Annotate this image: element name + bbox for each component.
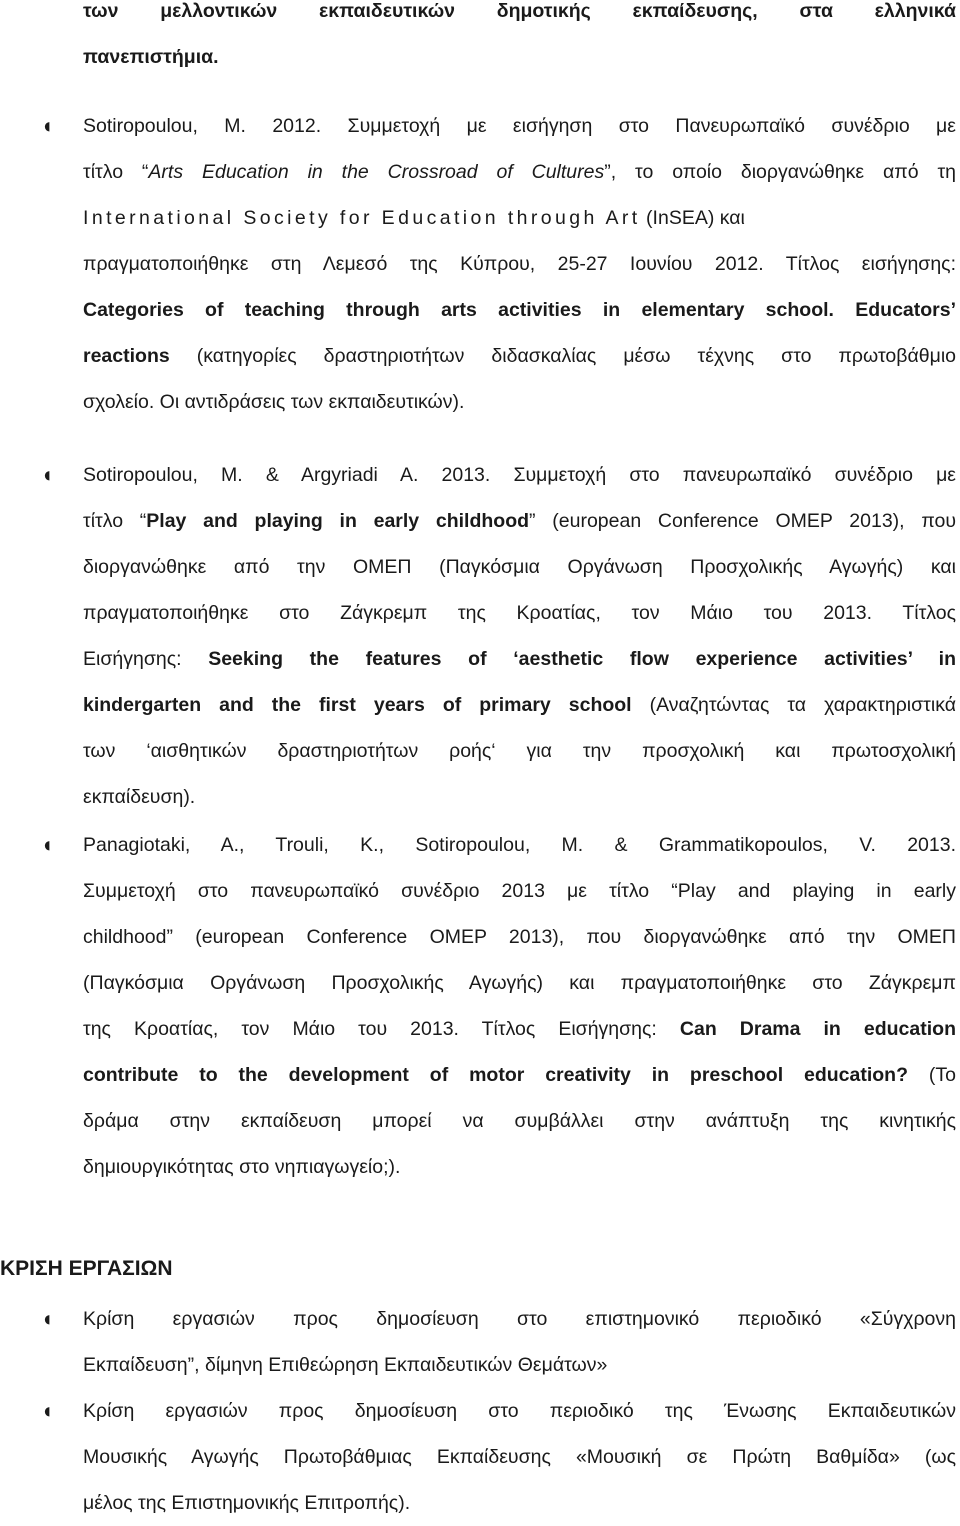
bullet-icon: ◖	[40, 113, 54, 138]
entry-2-line-3	[83, 590, 956, 636]
text-segment: τίτλο “	[83, 510, 147, 532]
text-segment: Κρίση εργασιών προς δημοσίευση στο επιστημονικό περιοδικό «Σύγχρονη	[83, 1308, 956, 1330]
text-segment: Sotiropoulou, M. & Argyriadi A. 2013. Συμμετοχή στο πανευρωπαϊκό συνέδριο με	[83, 464, 956, 486]
text-segment: Panagiotaki, A., Trouli, K., Sotiropoulou, M. & Grammatikopoulos, V. 2013.	[83, 834, 956, 856]
text-segment: ”, το οποίο διοργανώθηκε από τη	[604, 161, 956, 183]
text-segment: μέλος της Επιστημονικής Επιτροπής).	[83, 1492, 411, 1514]
paper-title: reactions	[83, 345, 170, 367]
entry-0-line-1	[83, 34, 956, 80]
review-1-line-0	[83, 1388, 956, 1434]
entry-1-line-6	[83, 379, 956, 425]
text-segment: (InSEA) και	[640, 207, 745, 229]
paper-title: Categories of teaching through arts activities in elementary school.	[83, 299, 834, 321]
entry-3-line-4	[83, 1006, 956, 1052]
text-segment: (Αναζητώντας τα χαρακτηριστικά	[631, 694, 956, 716]
entry-2-line-2	[83, 544, 956, 590]
entry-3-line-3	[83, 960, 956, 1006]
text-segment: (Το	[908, 1064, 956, 1086]
entry-1-line-2	[83, 195, 956, 241]
entry-2-line-5	[83, 682, 956, 728]
text-segment: Εισήγησης:	[83, 648, 209, 670]
entry-1-line-1	[83, 149, 956, 195]
entry-3-line-0	[83, 822, 956, 868]
text-segment: πραγματοποιήθηκε στη Λεμεσό της Κύπρου, 25-27 Ιουνίου 2012. Τίτλος εισήγησης:	[83, 253, 956, 275]
paper-title: contribute to the development of motor creativity in preschool education?	[83, 1064, 908, 1086]
text-segment: Μουσικής Αγωγής Πρωτοβάθμιας Εκπαίδευσης «Μουσική σε Πρώτη Βαθμίδα» (ως	[83, 1446, 956, 1468]
entry-1-line-3	[83, 241, 956, 287]
text-segment: childhood” (european Conference OMEP 2013), που διοργανώθηκε από την ΟΜΕΠ	[83, 926, 956, 948]
review-1-line-2	[83, 1480, 956, 1526]
entry-2-line-7	[83, 774, 956, 820]
entry-3-line-5	[83, 1052, 956, 1098]
text-segment: (Παγκόσμια Οργάνωση Προσχολικής Αγωγής) και πραγματοποιήθηκε στο Ζάγκρεμπ	[83, 972, 956, 994]
entry-2-line-0	[83, 452, 956, 498]
entry-2-line-1	[83, 498, 956, 544]
entry-1-line-5	[83, 333, 956, 379]
text-segment	[834, 299, 855, 321]
text-segment: πραγματοποιήθηκε στο Ζάγκρεμπ της Κροατίας, τον Μάιο του 2013. Τίτλος	[83, 602, 956, 624]
conference-title: Arts Education in the Crossroad of Cultures	[148, 161, 605, 183]
entry-2-line-4	[83, 636, 956, 682]
review-0-line-1	[83, 1342, 956, 1388]
entry-1-line-0	[83, 103, 956, 149]
text-segment: σχολείο	[83, 391, 149, 413]
section-heading: ΚΡΙΣΗ ΕΡΓΑΣΙΩΝ	[0, 1257, 173, 1280]
text-segment: εκπαίδευση).	[83, 786, 196, 808]
entry-0-line-0	[83, 0, 956, 34]
text-segment: Sotiropoulou, M. 2012. Συμμετοχή με εισήγηση στο Πανευρωπαϊκό συνέδριο με	[83, 115, 956, 137]
bullet-icon: ◖	[40, 1306, 54, 1331]
entry-3-line-7	[83, 1144, 956, 1190]
text-segment: δημιουργικότητας στο νηπιαγωγείο;).	[83, 1156, 401, 1178]
text-segment: Εκπαίδευση”, δίμηνη Επιθεώρηση Εκπαιδευτικών Θεμάτων»	[83, 1354, 608, 1376]
text-segment: διοργανώθηκε από την ΟΜΕΠ (Παγκόσμια Οργάνωση Προσχολικής Αγωγής) και	[83, 556, 956, 578]
entry-3-line-2	[83, 914, 956, 960]
text-segment: της Κροατίας, τον Μάιο του 2013. Τίτλος Εισήγησης:	[83, 1018, 680, 1040]
text-segment: πανεπιστήμια.	[83, 46, 219, 68]
text-segment: (κατηγορίες δραστηριοτήτων διδασκαλίας μέσω τέχνης στο πρωτοβάθμιο	[169, 345, 956, 367]
text-segment: τίτλο “	[83, 161, 149, 183]
conference-title: Play and playing in early childhood	[146, 510, 530, 532]
text-segment: . Οι αντιδράσεις των εκπαιδευτικών).	[148, 391, 465, 413]
paper-title: kindergarten and the first years of primary school	[83, 694, 632, 716]
bullet-icon: ◖	[40, 832, 54, 857]
text-segment: Κρίση εργασιών προς δημοσίευση στο περιοδικό της Ένωσης Εκπαιδευτικών	[83, 1400, 956, 1422]
entry-3-line-6	[83, 1098, 956, 1144]
paper-title: Seeking the features of ‘aesthetic flow experience activities’ in	[208, 648, 956, 670]
text-segment: των ‘αισθητικών δραστηριοτήτων ροής‘ για την προσχολική και πρωτοσχολική	[83, 740, 956, 762]
organization-name: International Society for Education through Art	[83, 207, 641, 229]
entry-2-line-6	[83, 728, 956, 774]
bullet-icon: ◖	[40, 462, 54, 487]
paper-title: Educators’	[855, 299, 956, 321]
bullet-icon: ◖	[40, 1398, 54, 1423]
text-segment: Συμμετοχή στο πανευρωπαϊκό συνέδριο 2013 με τίτλο “Play and playing in early	[83, 880, 956, 902]
text-segment: των μελλοντικών εκπαιδευτικών δημοτικής εκπαίδευσης, στα ελληνικά	[83, 0, 956, 22]
entry-1-line-4	[83, 287, 956, 333]
text-segment: ” (european Conference OMEP 2013), που	[529, 510, 956, 532]
review-0-line-0	[83, 1296, 956, 1342]
text-segment: δράμα στην εκπαίδευση μπορεί να συμβάλλει στην ανάπτυξη της κινητικής	[83, 1110, 956, 1132]
entry-3-line-1	[83, 868, 956, 914]
paper-title: Can Drama in education	[679, 1018, 956, 1040]
review-1-line-1	[83, 1434, 956, 1480]
